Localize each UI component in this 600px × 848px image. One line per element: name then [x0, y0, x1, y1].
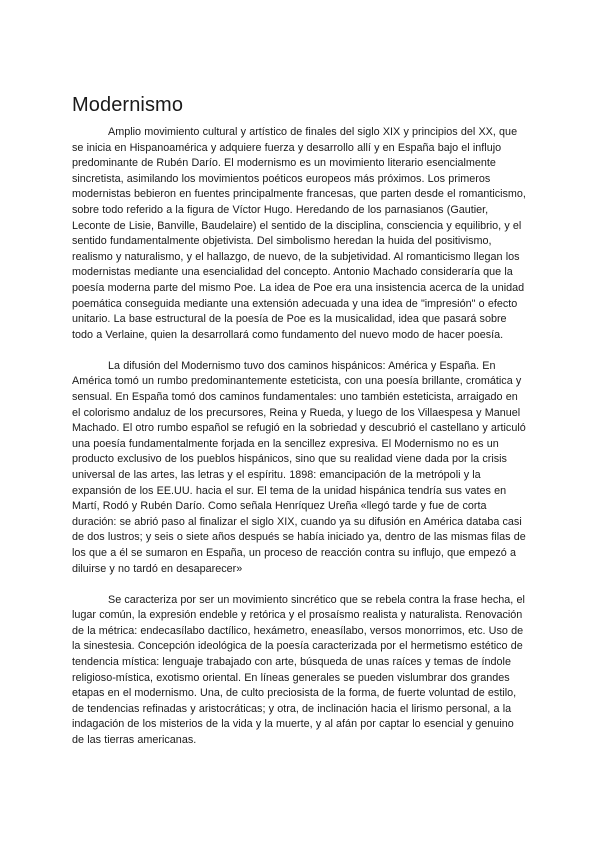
- document-body: [72, 125, 528, 764]
- paragraph-origins: Amplio movimiento cultural y artístico de finales del siglo XIX y principios del XX, que se inicia en Hispanoamérica y adquiere fuerza y desarrollo allí y en España bajo el influjo predominante de Rubén Darío. El modernismo es un movimiento literario esencialmente sincretista, asimilando los movimientos poéticos europeos más próximos. Los primeros modernistas bebieron en fuentes principalmente francesas, que parten desde el romanticismo, sobre todo referido a la figura de Víctor Hugo. Heredando de los parnasianos (Gautier, Leconte de Lisie, Banville, Baudelaire) el sentido de la disciplina, consciencia y equilibrio, y el sentido fundamentalmente objetivista. Del simbolismo heredan la huida del positivismo, realismo y naturalismo, y el hallazgo, de nuevo, de la subjetividad. Al romanticismo llegan los modernistas mediante una esencialidad del concepto. Antonio Machado consideraría que la poesía moderna parte del mismo Poe. La idea de Poe era una insistencia acerca de la unidad poemática conseguida mediante una extensión adecuada y una idea de "impresión" o efecto unitario. La base estructural de la poesía de Poe es la musicalidad, idea que pasará sobre todo a Verlaine, quien la desarrollará como fundamento del nuevo modo de hacer poesía.: [72, 126, 526, 341]
- paragraph-characteristics: Se caracteriza por ser un movimiento sincrético que se rebela contra la frase hecha, el lugar común, la expresión endeble y retórica y el prosaísmo realista y naturalista. Renovación de la métrica: endecasílabo dactílico, hexámetro, eneasílabo, versos monorrimos, etc. Uso de la sinestesia. Concepción ideológica de la poesía caracterizada por el hermetismo estético de tendencia mística: lenguaje trabajado con arte, búsqueda de unas raíces y temas de índole religioso-mística, exotismo oriental. En líneas generales se pueden vislumbrar dos grandes etapas en el modernismo. Una, de culto preciosista de la forma, de fuerte voluntad de estilo, de tendencias refinadas y aristocráticas; y otra, de inclinación hacia el lirismo personal, a la indagación de los misterios de la vida y la muerte, y al afán por captar lo esencial y genuino de las tierras americanas.: [72, 593, 525, 746]
- page-title: Modernismo: [72, 94, 184, 116]
- paragraph-diffusion: La difusión del Modernismo tuvo dos caminos hispánicos: América y España. En América tomó un rumbo predominantemente esteticista, con una poesía brillante, cromática y sensual. En España tomó dos caminos fundamentales: uno también esteticista, arraigado en el colorismo andaluz de los precursores, Reina y Rueda, y luego de los Villaespesa y Manuel Machado. El otro rumbo español se refugió en la sobriedad y descubrió el castellano y articuló una poesía fundamentalmente forjada en la sencillez expresiva. El Modernismo no es un producto exclusivo de los pueblos hispánicos, sino que su realidad viene dada por la crisis universal de las artes, las letras y el espíritu. 1898: emancipación de la metrópoli y la expansión de los EE.UU. hacia el sur. El tema de la unidad hispánica tendría sus vates en Martí, Rodó y Rubén Darío. Como señala Henríquez Ureña «llegó tarde y fue de corta duración: se abrió paso al finalizar el siglo XIX, cuando ya su difusión en América databa casi de dos lustros; y seis o siete años después se había iniciado ya, dentro de las mismas filas de los que a él se sumaron en España, un proceso de reacción contra su influjo, que empezó a diluirse y no tardó en desaparecer»: [72, 359, 526, 575]
